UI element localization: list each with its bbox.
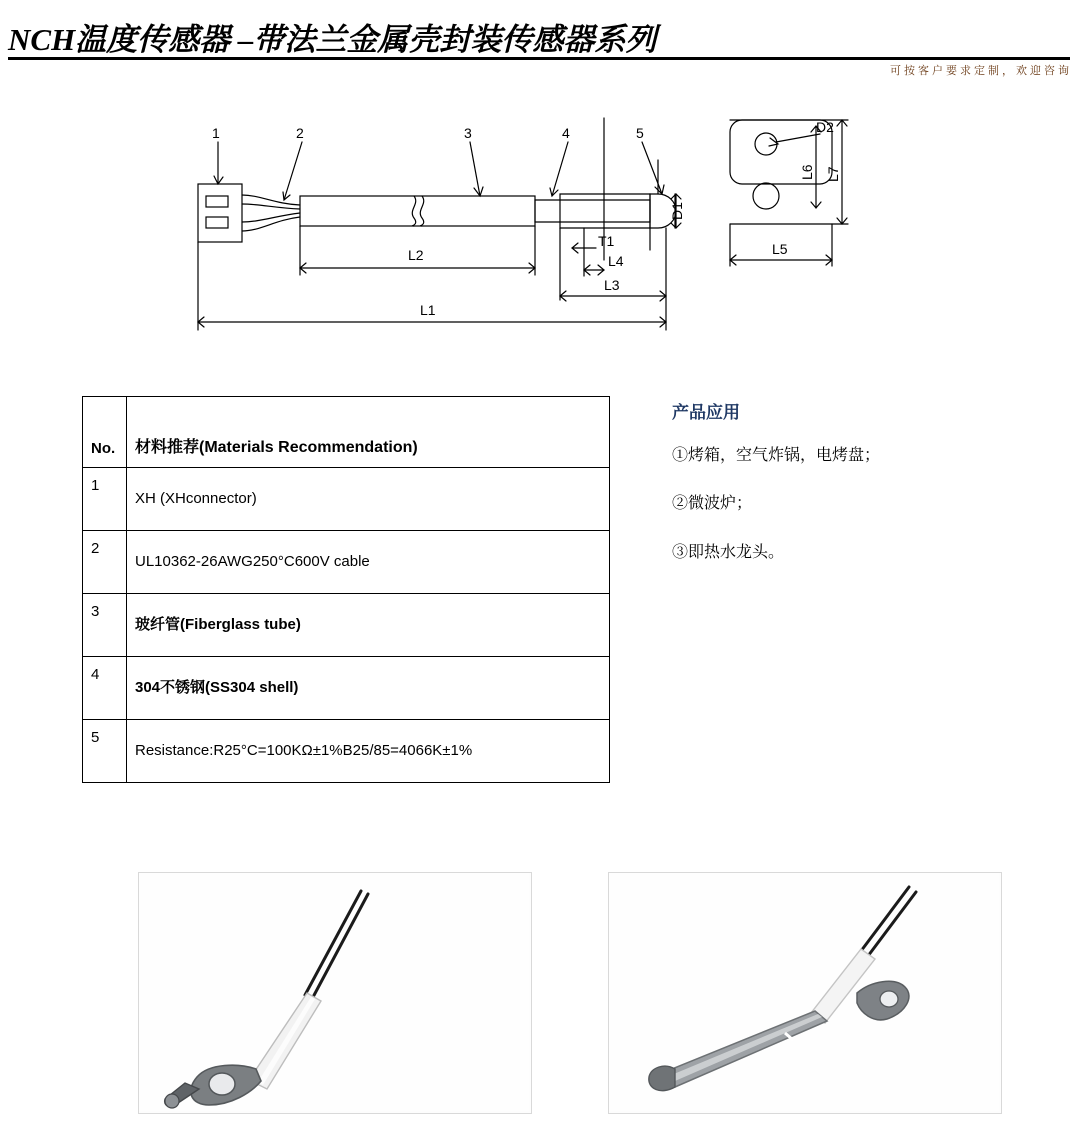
applications-title: 产品应用 xyxy=(672,403,740,422)
header-note: 可按客户要求定制，欢迎咨询 xyxy=(890,65,1072,77)
dim-L4: L4 xyxy=(608,253,624,269)
column-header-no: No. xyxy=(83,397,127,468)
cell-no: 5 xyxy=(83,720,127,783)
dim-T1: T1 xyxy=(598,233,615,249)
dim-L6: L6 xyxy=(799,164,815,180)
callout-3: 3 xyxy=(464,125,472,141)
product-photo-1 xyxy=(138,872,532,1114)
cell-no: 4 xyxy=(83,657,127,720)
table-row xyxy=(83,531,610,594)
applications-section xyxy=(672,398,1002,590)
materials-table xyxy=(82,396,610,783)
table-row xyxy=(83,468,610,531)
dim-L2: L2 xyxy=(408,247,424,263)
table-header-row xyxy=(83,397,610,468)
dim-D2: D2 xyxy=(816,119,834,135)
cell-material: 304不锈钢(SS304 shell) xyxy=(127,657,610,720)
dim-L3: L3 xyxy=(604,277,620,293)
product-photo-2 xyxy=(608,872,1002,1114)
cell-no: 2 xyxy=(83,531,127,594)
header-divider xyxy=(8,57,1070,60)
page-header xyxy=(0,0,1078,82)
cell-no: 1 xyxy=(83,468,127,531)
application-item: ①烤箱，空气炸锅，电烤盘； xyxy=(672,447,881,464)
dim-L1: L1 xyxy=(420,302,436,318)
callout-4: 4 xyxy=(562,125,570,141)
callout-1: 1 xyxy=(212,125,220,141)
table-row xyxy=(83,657,610,720)
callout-5: 5 xyxy=(636,125,644,141)
cell-material: Resistance:R25°C=100KΩ±1%B25/85=4066K±1% xyxy=(127,720,610,783)
page-title: NCH温度传感器 –带法兰金属壳封装传感器系列 xyxy=(8,22,657,57)
application-item: ③即热水龙头。 xyxy=(672,543,785,561)
cell-no: 3 xyxy=(83,594,127,657)
dim-L5: L5 xyxy=(772,241,788,257)
dim-D1: D1 xyxy=(669,202,685,220)
column-header-material: 材料推荐(Materials Recommendation) xyxy=(127,397,610,468)
application-item: ②微波炉； xyxy=(672,495,753,513)
callout-2: 2 xyxy=(296,125,304,141)
cell-material: 玻纤管(Fiberglass tube) xyxy=(127,594,610,657)
dim-L7: L7 xyxy=(825,166,841,182)
table-row xyxy=(83,594,610,657)
cell-material: UL10362-26AWG250°C600V cable xyxy=(127,531,610,594)
table-row xyxy=(83,720,610,783)
technical-drawing xyxy=(180,100,940,370)
cell-material: XH (XHconnector) xyxy=(127,468,610,531)
